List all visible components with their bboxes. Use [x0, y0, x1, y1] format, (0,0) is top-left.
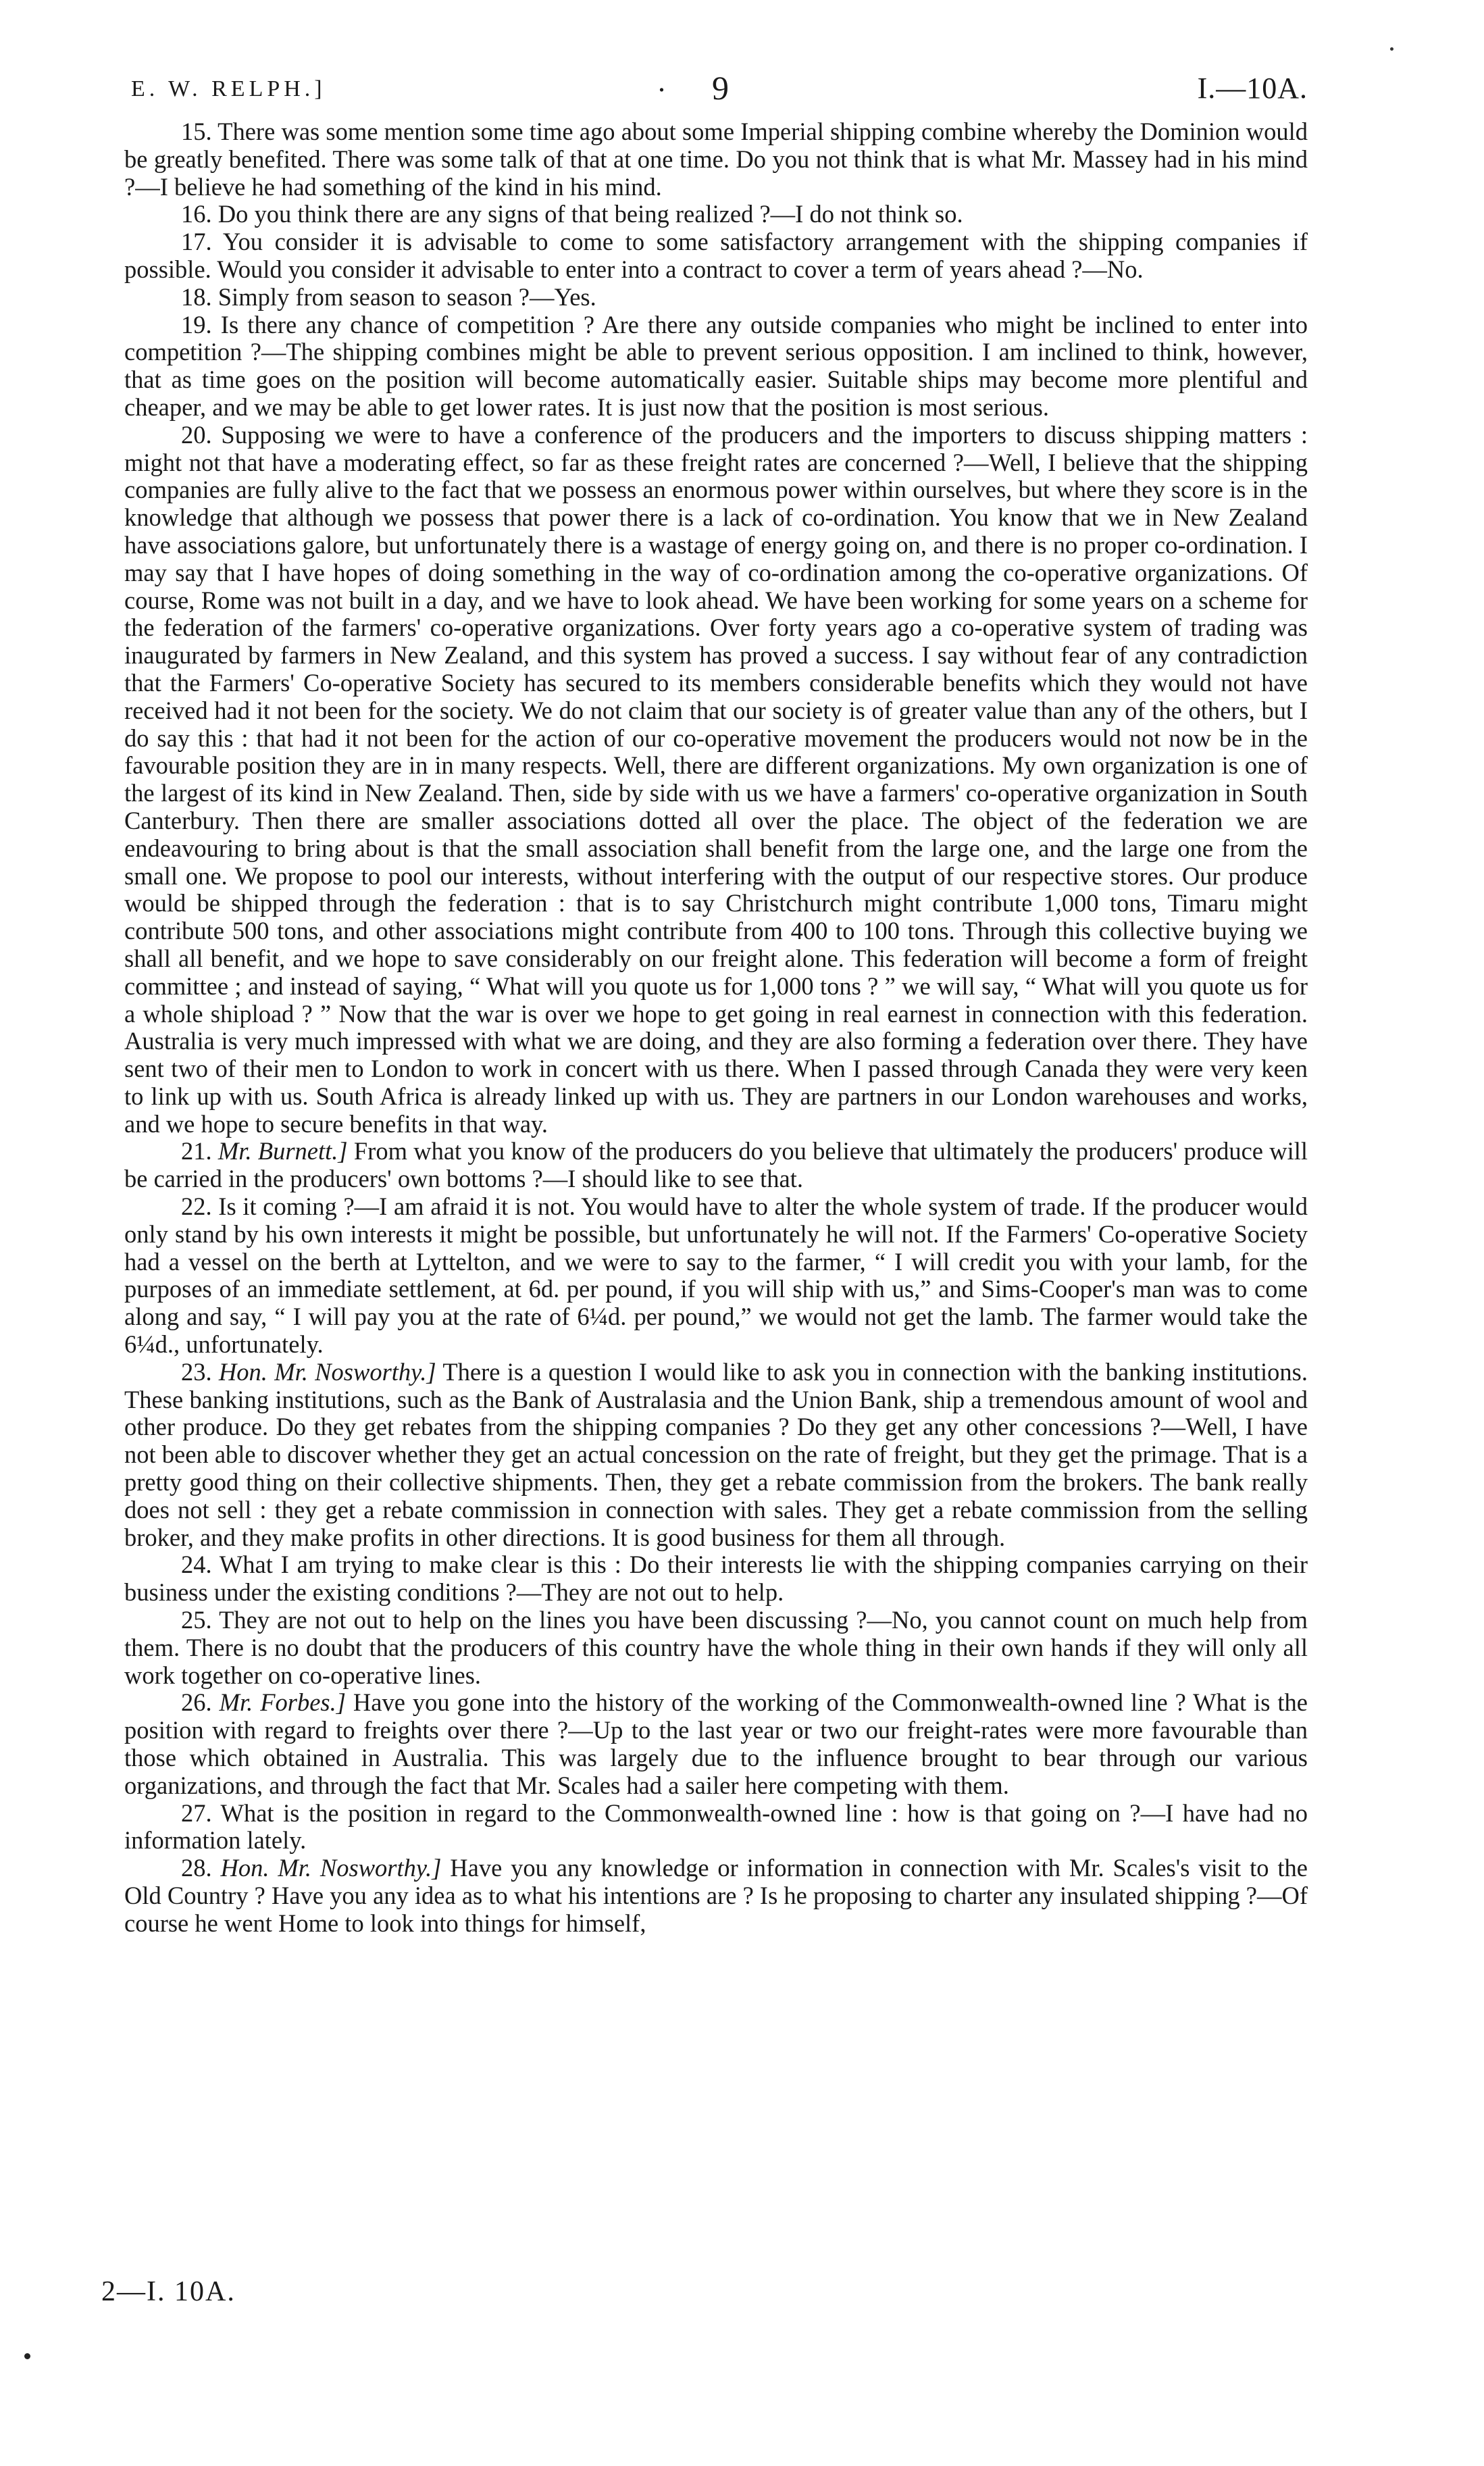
paragraph-text: Have you gone into the history of the working of the Commonwealth-owned line ? What is the position with regard to freights over there ?—Up to the last year or two our freight-rates were more favourable than those which obtained in Australia. This was largely due to the influence brought to bear through our various organizations, and through the fact that Mr. Scales had a sailer here competing with them.	[124, 1688, 1308, 1799]
speaker-label: Mr. Forbes.]	[219, 1688, 346, 1717]
scan-speck-top	[1390, 47, 1393, 51]
paragraph-text: From what you know of the producers do you believe that ultimately the producers' produce will be carried in the producers' own bottoms ?—I should like to see that.	[124, 1137, 1308, 1193]
paragraph-21	[124, 1138, 1308, 1193]
speaker-label: Hon. Mr. Nosworthy.]	[218, 1357, 436, 1386]
document-page	[124, 64, 1308, 2402]
paragraph-text: Have you any knowledge or information in connection with Mr. Scales's visit to the Old Country ? Have you any idea as to what his intentions are ? Is he proposing to charter any insulated shipping ?—Of course he went Home to look into things for himself,	[124, 1854, 1308, 1937]
question-number: 23.	[181, 1357, 212, 1386]
header-witness-name: E. W. RELPH.]	[131, 76, 326, 101]
paragraph-24: 24. What I am trying to make clear is this : Do their interests lie with the shipping companies carrying on their business under the existing conditions ?—They are not out to help.	[124, 1551, 1308, 1607]
paragraph-27: 27. What is the position in regard to the Commonwealth-owned line : how is that going on ?—I have had no information lately.	[124, 1798, 1308, 1855]
paragraph-19: 19. Is there any chance of competition ? Are there any outside companies who might be inclined to enter into competition ?—The shipping combines might be able to prevent serious opposition. I am inclined to think, however, that as time goes on the position will become automatically easier. Suitable ships may become more plentiful and cheaper, and we may be able to get lower rates. It is just now that the position is most serious.	[124, 310, 1308, 421]
paragraph-23	[124, 1359, 1308, 1552]
question-number: 28.	[181, 1854, 212, 1882]
paragraph-text: There is a question I would like to ask you in connection with the banking institutions. These banking institutions, such as the Bank of Australasia and the Union Bank, ship a tremendous amount of wool and other produce. Do they get rebates from the shipping companies ? Do they get any other concessions ?—Well, I have not been able to discover whether they get an actual concession on the rate of freight, but they get the primage. That is a pretty good thing on their collective shipments. Then, they get a rebate commission from the brokers. The bank really does not sell : they get a rebate commission in connection with sales. They get a rebate commission from the selling broker, and they make profits in other directions. It is good business for them all through.	[124, 1357, 1308, 1551]
page-header	[124, 64, 1308, 118]
question-number: 21.	[181, 1137, 212, 1165]
question-number: 26.	[181, 1688, 212, 1717]
header-paper-reference: I.—10A.	[1197, 72, 1308, 105]
paragraph-22: 22. Is it coming ?—I am afraid it is not. You would have to alter the whole system of trade. If the producer would only stand by his own interests it might be possible, but unfortunately he will not. If the Farmers' Co-operative Society had a vessel on the berth at Lyttelton, and we were to say to the farmer, “ I will credit you with your lamb, for the purposes of an immediate settlement, at 6d. per pound, if you will ship with us,” and Sims-Cooper's man was to come along and say, “ I will pay you at the rate of 6¼d. per pound,” we would not get the lamb. The farmer would take the 6¼d., unfortunately.	[124, 1192, 1308, 1359]
speaker-label: Mr. Burnett.]	[218, 1137, 348, 1165]
paragraph-28	[124, 1855, 1308, 1937]
paragraph-15: 15. There was some mention some time ago about some Imperial shipping combine whereby the Dominion would be greatly benefited. There was some talk of that at one time. Do you not think that is what Mr. Massey had in his mind ?—I believe he had something of the kind in his mind.	[124, 118, 1308, 201]
paragraph-17: 17. You consider it is advisable to come to some satisfactory arrangement with the shipping companies if possible. Would you consider it advisable to enter into a contract to cover a term of years ahead ?—No.	[124, 228, 1308, 283]
speaker-label: Hon. Mr. Nosworthy.]	[220, 1854, 442, 1882]
document-body	[124, 118, 1308, 1938]
header-dot: .	[658, 65, 665, 98]
page-footer-signature: 2—I. 10A.	[101, 2276, 236, 2307]
paragraph-16: 16. Do you think there are any signs of that being realized ?—I do not think so.	[181, 200, 963, 228]
paragraph-20: 20. Supposing we were to have a conference of the producers and the importers to discuss shipping matters : might not that have a moderating effect, so far as these freight rates are concerned ?—Well, I believe that the shipping companies are fully alive to the fact that we possess an enormous power within ourselves, but where they score is in the knowledge that although we possess that power there is a lack of co-ordination. You know that we in New Zealand have associations galore, but unfortunately there is a wastage of energy going on, and there is no proper co-ordination. I may say that I have hopes of doing something in the way of co-ordination among the co-operative organizations. Of course, Rome was not built in a day, and we have to look ahead. We have been working for some years on a scheme for the federation of the farmers' co-operative organizations. Over forty years ago a co-operative system of trading was inaugurated by farmers in New Zealand, and this system has proved a success. I say without fear of any contradiction that the Farmers' Co-operative Society has secured to its members considerable benefits which they would not have received had it not been for the society. We do not claim that our society is of greater value than any of the others, but I do say this : that had it not been for the action of our co-operative movement the producers would not now be in the favourable position they are in in many respects. Well, there are different organizations. My own organization is one of the largest of its kind in New Zealand. Then, side by side with us we have a farmers' co-operative organization in South Canterbury. Then there are smaller associations dotted all over the place. The object of the federation we are endeavouring to bring about is that the small association shall benefit from the large one, and the large one from the small one. We propose to pool our interests, without interfering with the output of our respective stores. Our produce would be shipped through the federation : that is to say Christchurch might contribute 1,000 tons, Timaru might contribute 500 tons, and other associations might contribute from 400 to 100 tons. Through this collective buying we shall all benefit, and we hope to save considerably on our freight alone. This federation will become a form of freight committee ; and instead of saying, “ What will you quote us for 1,000 tons ? ” we will say, “ What will you quote us for a whole shipload ? ” Now that the war is over we hope to get going in real earnest in connection with this federation. Australia is very much impressed with what we are doing, and they are also forming a federation over there. They have sent two of their men to London to work in concert with us there. When I passed through Canada they were very keen to link up with us. South Africa is already linked up with us. They are partners in our London warehouses and works, and we hope to secure benefits in that way.	[124, 420, 1308, 1138]
paragraph-26	[124, 1689, 1308, 1799]
paragraph-25: 25. They are not out to help on the lines you have been discussing ?—No, you cannot count on much help from them. There is no doubt that the producers of this country have the whole thing in their own hands if they will only all work together on co-operative lines.	[124, 1606, 1308, 1689]
page-number: 9	[712, 69, 729, 107]
scan-speck-bottom	[24, 2353, 30, 2359]
paragraph-18: 18. Simply from season to season ?—Yes.	[181, 282, 596, 311]
